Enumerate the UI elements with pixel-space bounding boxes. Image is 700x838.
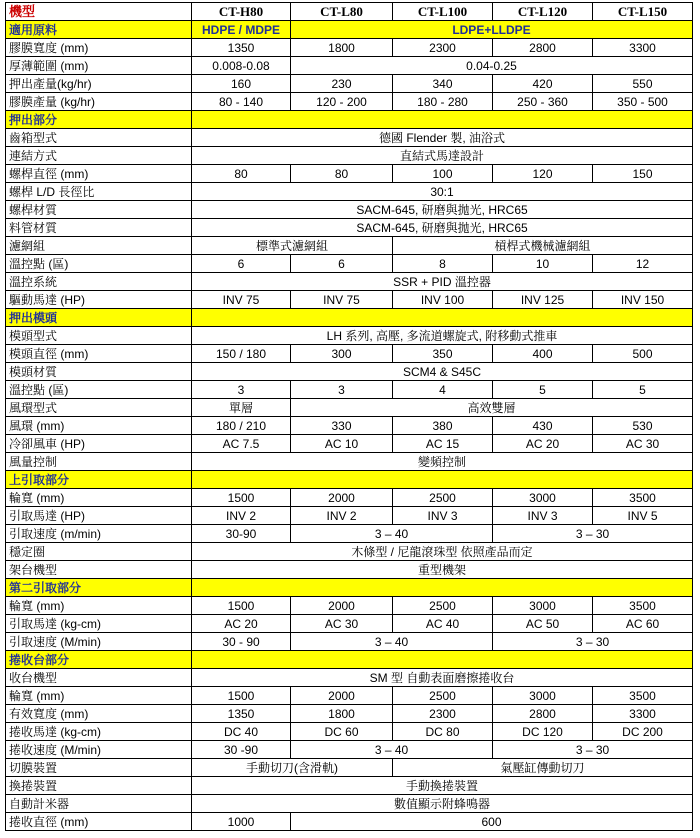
spec-row [6, 705, 693, 723]
spec-row [6, 453, 693, 471]
spec-value: CT-L150 [593, 3, 693, 21]
spec-label: 驅動馬達 (HP) [6, 291, 192, 309]
spec-table-body [6, 3, 693, 831]
spec-label: 模頭型式 [6, 327, 192, 345]
spec-value: 120 - 200 [291, 93, 393, 111]
spec-label: 引取速度 (M/min) [6, 633, 192, 651]
spec-value: 單層 [192, 399, 291, 417]
spec-value: CT-L120 [493, 3, 593, 21]
spec-value: LDPE+LLDPE [291, 21, 693, 39]
spec-value: 2800 [493, 705, 593, 723]
spec-value: 變頻控制 [192, 453, 693, 471]
spec-value: INV 5 [593, 507, 693, 525]
spec-value: 4 [393, 381, 493, 399]
spec-label: 厚薄範圍 (mm) [6, 57, 192, 75]
spec-value: 100 [393, 165, 493, 183]
spec-label: 膠膜寬度 (mm) [6, 39, 192, 57]
spec-value: 高效雙層 [291, 399, 693, 417]
spec-value: 80 [291, 165, 393, 183]
spec-value: SACM-645, 研磨與拋光, HRC65 [192, 219, 693, 237]
spec-value [192, 579, 693, 597]
spec-value: 550 [593, 75, 693, 93]
spec-value: 3000 [493, 489, 593, 507]
spec-label: 輪寬 (mm) [6, 597, 192, 615]
spec-label: 收台機型 [6, 669, 192, 687]
spec-label: 押出產量(kg/hr) [6, 75, 192, 93]
spec-label: 引取馬達 (HP) [6, 507, 192, 525]
spec-value: 8 [393, 255, 493, 273]
section-header-row [6, 111, 693, 129]
spec-value: 2800 [493, 39, 593, 57]
spec-value: 5 [593, 381, 693, 399]
section-title: 上引取部分 [6, 471, 192, 489]
spec-row [6, 273, 693, 291]
section-header-row [6, 651, 693, 669]
spec-value: 10 [493, 255, 593, 273]
spec-value: 1800 [291, 39, 393, 57]
section-header-row [6, 471, 693, 489]
spec-value: 1800 [291, 705, 393, 723]
spec-label: 切膜裝置 [6, 759, 192, 777]
spec-value: 30:1 [192, 183, 693, 201]
section-title: 第二引取部分 [6, 579, 192, 597]
spec-value: SM 型 自動表面磨擦捲收台 [192, 669, 693, 687]
spec-row [6, 687, 693, 705]
spec-label: 溫控系統 [6, 273, 192, 291]
spec-value: 數值顯示附蜂鳴器 [192, 795, 693, 813]
spec-value: 1500 [192, 597, 291, 615]
spec-value: 30 - 90 [192, 633, 291, 651]
spec-label: 穩定圈 [6, 543, 192, 561]
spec-row [6, 381, 693, 399]
spec-value: DC 40 [192, 723, 291, 741]
spec-row [6, 345, 693, 363]
spec-value: INV 125 [493, 291, 593, 309]
spec-value: 30 -90 [192, 741, 291, 759]
spec-label: 螺桿 L/D 長徑比 [6, 183, 192, 201]
spec-value: 330 [291, 417, 393, 435]
spec-label: 溫控點 (區) [6, 255, 192, 273]
spec-value: SSR + PID 溫控器 [192, 273, 693, 291]
spec-label: 風環型式 [6, 399, 192, 417]
spec-value: 2000 [291, 597, 393, 615]
spec-row [6, 759, 693, 777]
spec-value: DC 80 [393, 723, 493, 741]
spec-value: 500 [593, 345, 693, 363]
spec-value: INV 75 [291, 291, 393, 309]
spec-value: 80 - 140 [192, 93, 291, 111]
spec-value: 530 [593, 417, 693, 435]
spec-row [6, 525, 693, 543]
spec-value: HDPE / MDPE [192, 21, 291, 39]
spec-row [6, 219, 693, 237]
spec-label: 機型 [6, 3, 192, 21]
spec-value: INV 150 [593, 291, 693, 309]
spec-label: 冷卻風車 (HP) [6, 435, 192, 453]
spec-row [6, 147, 693, 165]
spec-value: INV 100 [393, 291, 493, 309]
spec-label: 有效寬度 (mm) [6, 705, 192, 723]
spec-table [5, 2, 693, 831]
spec-value: 430 [493, 417, 593, 435]
spec-value: 3 [192, 381, 291, 399]
spec-value: 150 / 180 [192, 345, 291, 363]
spec-value: 直結式馬達設計 [192, 147, 693, 165]
spec-value: 手動切刀(含滑軌) [192, 759, 393, 777]
spec-row [6, 39, 693, 57]
spec-value: 3500 [593, 597, 693, 615]
spec-value: DC 120 [493, 723, 593, 741]
section-header-row [6, 579, 693, 597]
spec-row [6, 363, 693, 381]
spec-value: AC 20 [192, 615, 291, 633]
spec-value: 6 [192, 255, 291, 273]
spec-value: 3300 [593, 39, 693, 57]
spec-label: 風環 (mm) [6, 417, 192, 435]
spec-value: 150 [593, 165, 693, 183]
spec-value: AC 15 [393, 435, 493, 453]
spec-row [6, 741, 693, 759]
spec-row [6, 201, 693, 219]
section-header-row [6, 309, 693, 327]
spec-value: 3 – 30 [493, 741, 693, 759]
spec-row [6, 255, 693, 273]
spec-label: 引取速度 (m/min) [6, 525, 192, 543]
spec-row [6, 813, 693, 831]
spec-value: 180 / 210 [192, 417, 291, 435]
spec-value: 2300 [393, 705, 493, 723]
spec-value: INV 75 [192, 291, 291, 309]
spec-row [6, 489, 693, 507]
spec-row [6, 435, 693, 453]
spec-row [6, 597, 693, 615]
spec-value: 3 – 40 [291, 525, 493, 543]
section-title: 押出模頭 [6, 309, 192, 327]
spec-value: INV 2 [291, 507, 393, 525]
spec-value: SACM-645, 研磨與拋光, HRC65 [192, 201, 693, 219]
section-title: 捲收台部分 [6, 651, 192, 669]
spec-value: 250 - 360 [493, 93, 593, 111]
spec-value: AC 20 [493, 435, 593, 453]
spec-value: 3500 [593, 687, 693, 705]
spec-value: AC 7.5 [192, 435, 291, 453]
spec-value: 3000 [493, 687, 593, 705]
section-header-row [6, 21, 693, 39]
spec-row [6, 633, 693, 651]
spec-label: 引取馬達 (kg-cm) [6, 615, 192, 633]
spec-value: 420 [493, 75, 593, 93]
spec-value: INV 3 [493, 507, 593, 525]
spec-row [6, 57, 693, 75]
spec-value: 3 [291, 381, 393, 399]
spec-label: 架台機型 [6, 561, 192, 579]
spec-row [6, 237, 693, 255]
spec-label: 模頭直徑 (mm) [6, 345, 192, 363]
spec-value: AC 50 [493, 615, 593, 633]
spec-label: 換捲裝置 [6, 777, 192, 795]
spec-value: INV 2 [192, 507, 291, 525]
spec-row [6, 507, 693, 525]
spec-label: 輪寬 (mm) [6, 687, 192, 705]
spec-value: 氣壓缸傳動切刀 [393, 759, 693, 777]
spec-value: 重型機架 [192, 561, 693, 579]
spec-value: 6 [291, 255, 393, 273]
spec-label: 風量控制 [6, 453, 192, 471]
spec-value: 80 [192, 165, 291, 183]
spec-value: 德國 Flender 製, 油浴式 [192, 129, 693, 147]
spec-value: 3 – 30 [493, 633, 693, 651]
spec-value: 標準式濾網組 [192, 237, 393, 255]
spec-value: 1350 [192, 705, 291, 723]
spec-label: 螺桿直徑 (mm) [6, 165, 192, 183]
spec-value: 180 - 280 [393, 93, 493, 111]
spec-row [6, 615, 693, 633]
spec-label: 連結方式 [6, 147, 192, 165]
spec-value: 230 [291, 75, 393, 93]
spec-value: INV 3 [393, 507, 493, 525]
spec-value: 600 [291, 813, 693, 831]
spec-value: 340 [393, 75, 493, 93]
spec-value: DC 60 [291, 723, 393, 741]
spec-value: LH 系列, 高壓, 多流道螺旋式, 附移動式推車 [192, 327, 693, 345]
spec-row [6, 561, 693, 579]
spec-value: 3300 [593, 705, 693, 723]
spec-value: 3 – 40 [291, 741, 493, 759]
spec-value: 1350 [192, 39, 291, 57]
section-title: 適用原料 [6, 21, 192, 39]
spec-value: 380 [393, 417, 493, 435]
spec-value: 槓桿式機械濾網組 [393, 237, 693, 255]
spec-value: 3000 [493, 597, 593, 615]
spec-label: 濾網組 [6, 237, 192, 255]
spec-value: DC 200 [593, 723, 693, 741]
spec-value: AC 30 [291, 615, 393, 633]
spec-value: 350 - 500 [593, 93, 693, 111]
spec-row [6, 777, 693, 795]
spec-label: 捲收馬達 (kg-cm) [6, 723, 192, 741]
spec-row [6, 723, 693, 741]
spec-row [6, 327, 693, 345]
spec-value: 1500 [192, 489, 291, 507]
spec-label: 模頭材質 [6, 363, 192, 381]
spec-value: 30-90 [192, 525, 291, 543]
spec-label: 膠膜產量 (kg/hr) [6, 93, 192, 111]
model-header-row [6, 3, 693, 21]
spec-value: 3 – 30 [493, 525, 693, 543]
spec-value: CT-L80 [291, 3, 393, 21]
spec-value: 2000 [291, 489, 393, 507]
spec-row [6, 93, 693, 111]
spec-row [6, 417, 693, 435]
spec-value: 3 – 40 [291, 633, 493, 651]
spec-value: SCM4 & S45C [192, 363, 693, 381]
spec-value: 2500 [393, 597, 493, 615]
spec-label: 齒箱型式 [6, 129, 192, 147]
spec-row [6, 795, 693, 813]
spec-value: 2500 [393, 687, 493, 705]
spec-row [6, 669, 693, 687]
spec-row [6, 399, 693, 417]
spec-row [6, 183, 693, 201]
spec-value: AC 10 [291, 435, 393, 453]
spec-label: 捲收直徑 (mm) [6, 813, 192, 831]
spec-label: 自動計米器 [6, 795, 192, 813]
spec-value: 1500 [192, 687, 291, 705]
spec-label: 料管材質 [6, 219, 192, 237]
spec-row [6, 291, 693, 309]
spec-value: 0.04-0.25 [291, 57, 693, 75]
spec-value [192, 471, 693, 489]
spec-value: 5 [493, 381, 593, 399]
spec-row [6, 543, 693, 561]
spec-label: 輪寬 (mm) [6, 489, 192, 507]
spec-value: 350 [393, 345, 493, 363]
spec-value: 0.008-0.08 [192, 57, 291, 75]
spec-row [6, 129, 693, 147]
spec-value: 3500 [593, 489, 693, 507]
spec-value: AC 30 [593, 435, 693, 453]
spec-value: 1000 [192, 813, 291, 831]
spec-label: 捲收速度 (M/min) [6, 741, 192, 759]
spec-value: 12 [593, 255, 693, 273]
spec-row [6, 75, 693, 93]
spec-value: AC 40 [393, 615, 493, 633]
section-title: 押出部分 [6, 111, 192, 129]
spec-label: 溫控點 (區) [6, 381, 192, 399]
spec-value: 2500 [393, 489, 493, 507]
spec-value: 2300 [393, 39, 493, 57]
spec-value [192, 309, 693, 327]
spec-value [192, 111, 693, 129]
spec-value: 2000 [291, 687, 393, 705]
spec-row [6, 165, 693, 183]
spec-value: CT-L100 [393, 3, 493, 21]
spec-value [192, 651, 693, 669]
spec-value: 木條型 / 尼龍滾珠型 依照產品而定 [192, 543, 693, 561]
spec-value: 400 [493, 345, 593, 363]
spec-value: 300 [291, 345, 393, 363]
spec-value: CT-H80 [192, 3, 291, 21]
spec-value: AC 60 [593, 615, 693, 633]
spec-label: 螺桿材質 [6, 201, 192, 219]
spec-value: 手動換捲裝置 [192, 777, 693, 795]
spec-value: 160 [192, 75, 291, 93]
spec-value: 120 [493, 165, 593, 183]
